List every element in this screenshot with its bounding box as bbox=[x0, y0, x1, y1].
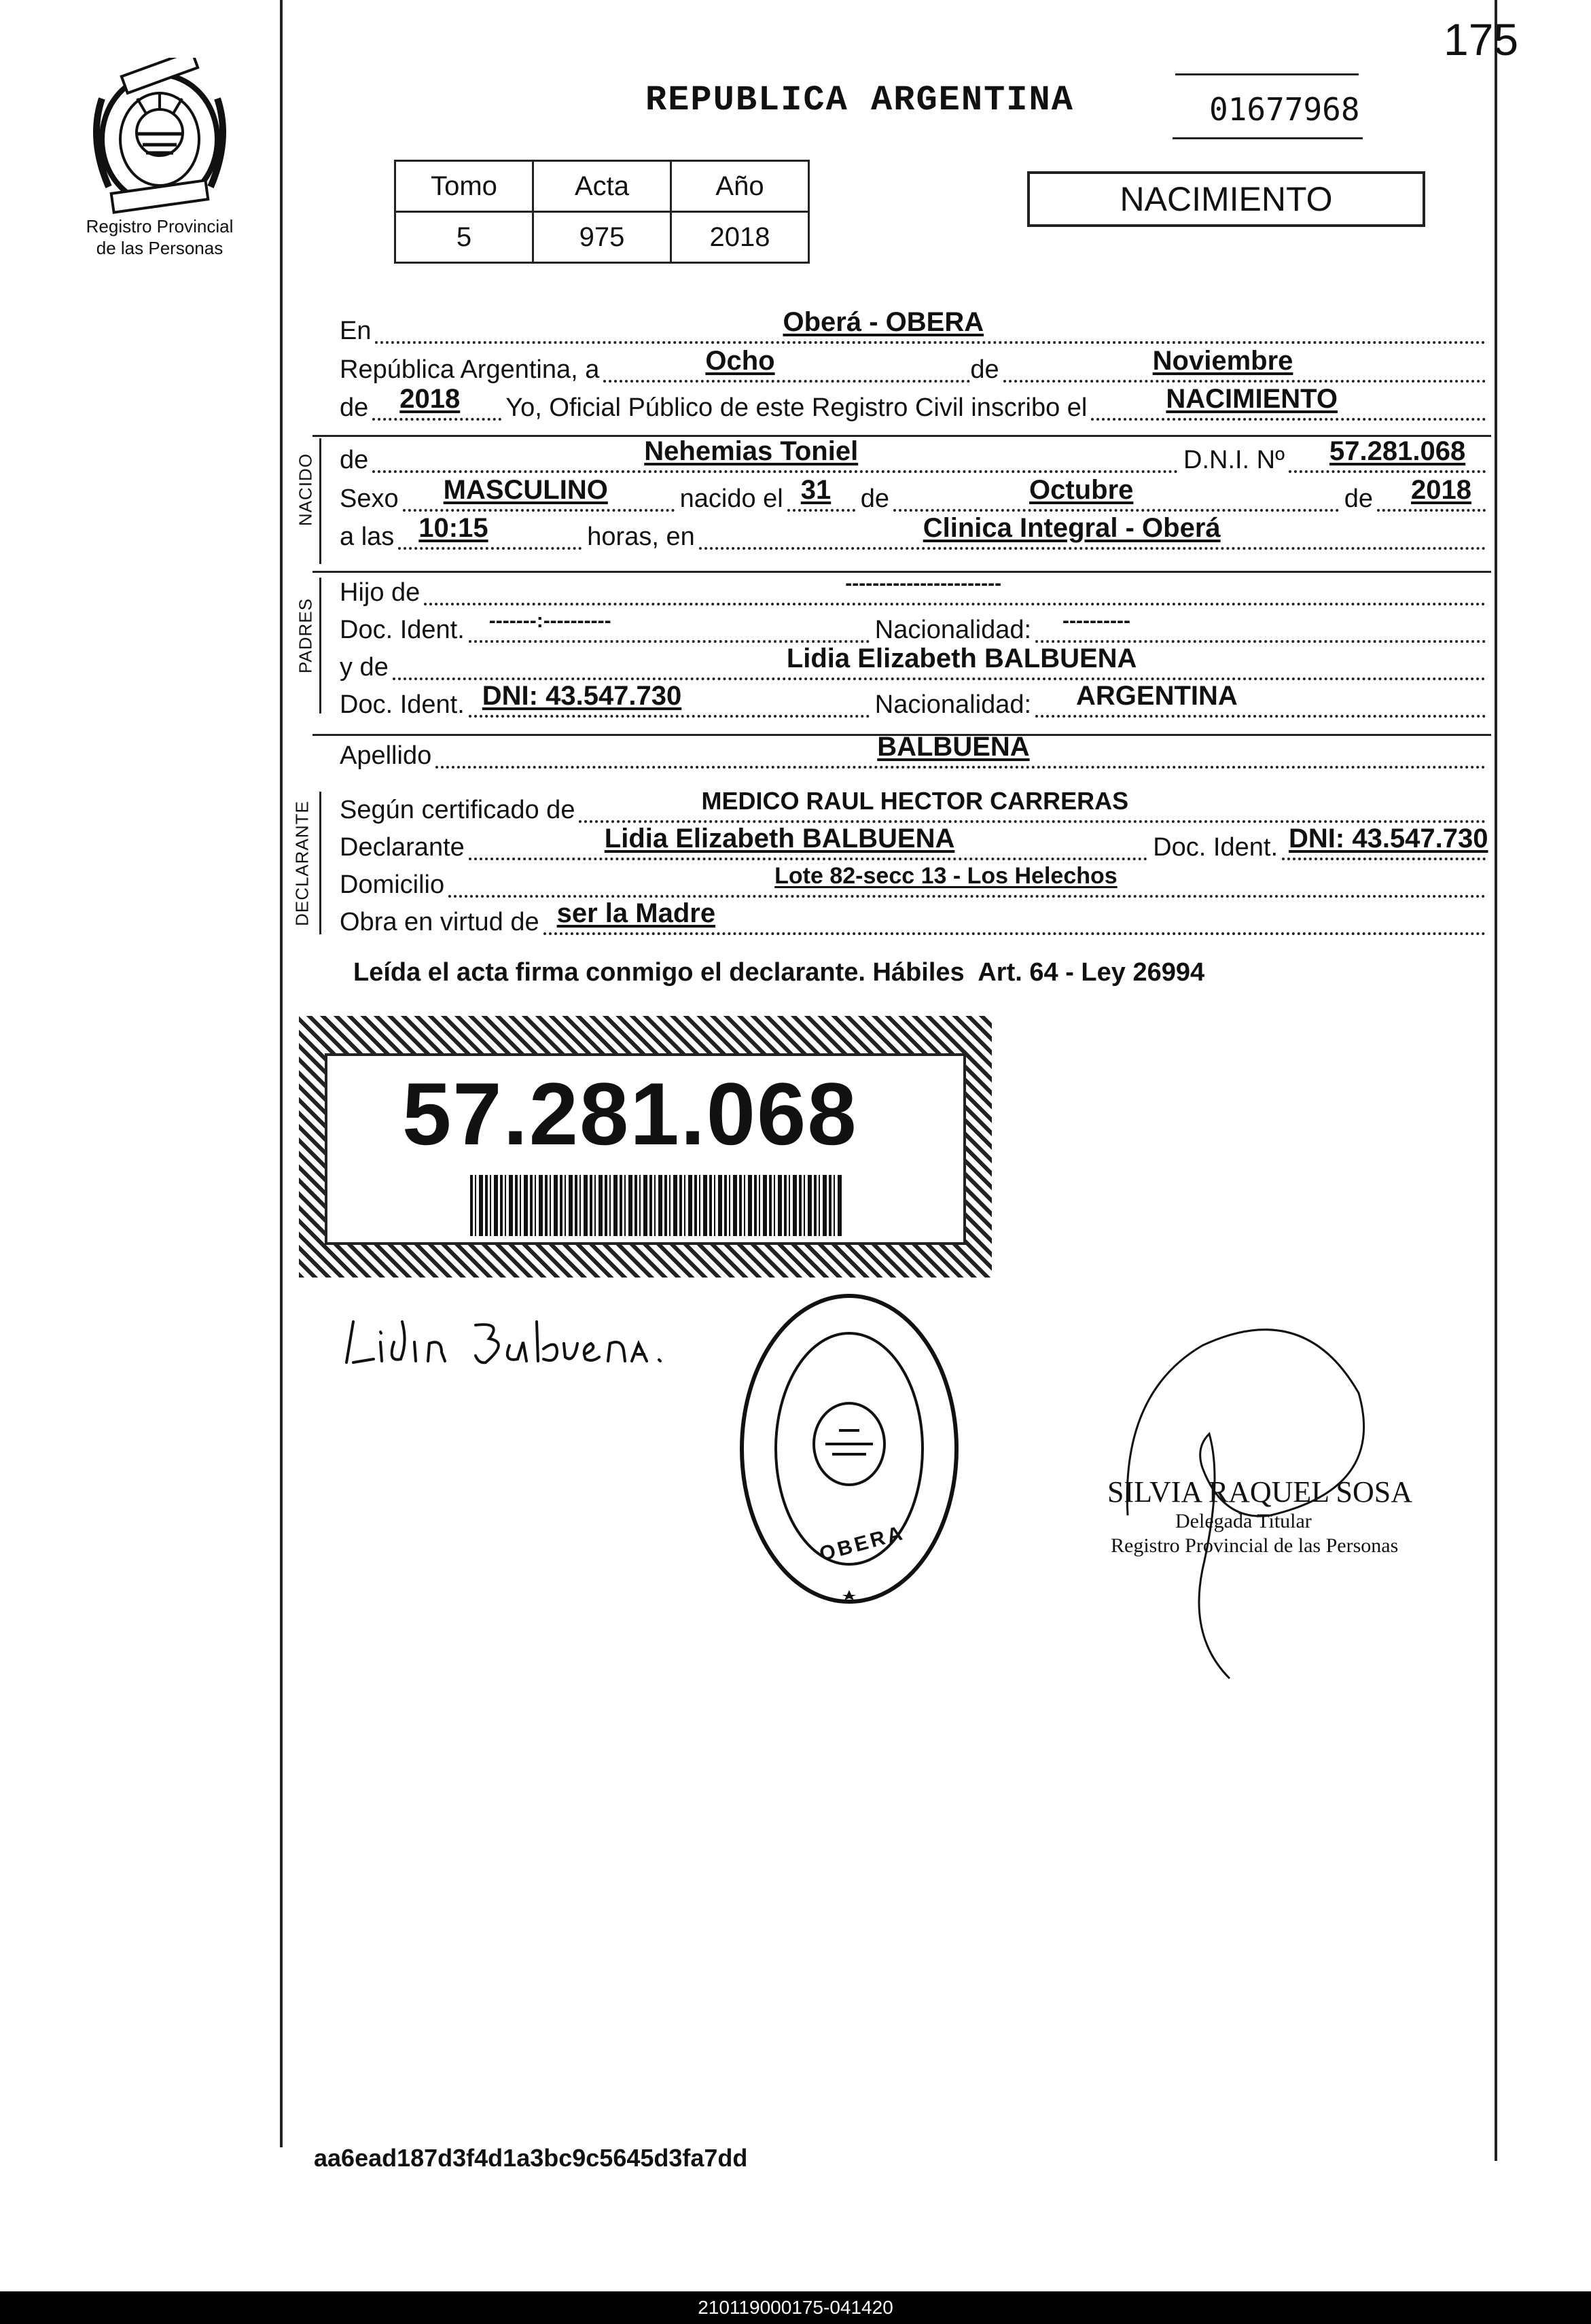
seal-bottom-text: OBERA bbox=[817, 1521, 908, 1566]
label-dni: D.N.I. Nº bbox=[1183, 446, 1285, 474]
value-father-doc: -------:---------- bbox=[488, 610, 611, 632]
value-hour: 10:15 bbox=[418, 513, 488, 543]
label-segun: Según certificado de bbox=[340, 796, 575, 824]
label-a-las: a las bbox=[340, 523, 395, 551]
label-de-3: de bbox=[340, 446, 369, 474]
side-rule-padres bbox=[319, 578, 321, 714]
footer-code: 210119000175-041420 bbox=[698, 2297, 893, 2318]
row-hora bbox=[340, 515, 1486, 556]
misiones-crest-icon bbox=[82, 58, 238, 214]
table-value-tomo: 5 bbox=[395, 212, 533, 263]
value-year: 2018 bbox=[399, 384, 461, 414]
serial-number bbox=[1168, 68, 1365, 143]
label-domicilio: Domicilio bbox=[340, 870, 445, 899]
closing-statement: Leída el acta firma conmigo el declarante. Hábiles Art. 64 - Ley 26994 bbox=[353, 958, 1205, 987]
side-rule-declarante bbox=[319, 792, 321, 934]
serial-text: 01677968 bbox=[1209, 91, 1360, 128]
value-mother: Lidia Elizabeth BALBUENA bbox=[786, 644, 1137, 673]
side-label-declarante: DECLARANTE bbox=[291, 800, 312, 926]
value-birth-day: 31 bbox=[800, 475, 832, 505]
label-de-5: de bbox=[1344, 485, 1373, 513]
document-hash: aa6ead187d3f4d1a3bc9c5645d3fa7dd bbox=[314, 2144, 748, 2172]
value-declarante-doc: DNI: 43.547.730 bbox=[1289, 824, 1488, 853]
label-de-1: de bbox=[970, 355, 999, 384]
label-apellido: Apellido bbox=[340, 741, 432, 770]
label-obra: Obra en virtud de bbox=[340, 908, 539, 936]
registry-name-line1: Registro Provincial bbox=[86, 216, 234, 236]
record-type-box: NACIMIENTO bbox=[1027, 171, 1425, 227]
registry-seal-icon bbox=[737, 1291, 961, 1607]
value-day: Ocho bbox=[705, 346, 775, 376]
value-mother-doc: DNI: 43.547.730 bbox=[482, 681, 682, 711]
label-y-de: y de bbox=[340, 653, 389, 682]
value-birth-place: Clinica Integral - Oberá bbox=[923, 513, 1221, 543]
country-title: REPUBLICA ARGENTINA bbox=[645, 80, 1074, 120]
value-declarante: Lidia Elizabeth BALBUENA bbox=[604, 824, 955, 853]
value-father-nationality: ---------- bbox=[1062, 610, 1130, 632]
official-signature bbox=[1101, 1311, 1413, 1692]
official-role: Delegada Titular bbox=[1175, 1510, 1312, 1532]
registry-name-line2: de las Personas bbox=[96, 238, 224, 258]
row-yo bbox=[340, 386, 1486, 427]
value-month: Noviembre bbox=[1152, 346, 1293, 376]
official-name: SILVIA RAQUEL SOSA bbox=[1107, 1475, 1413, 1509]
side-label-padres: PADRES bbox=[295, 598, 316, 673]
official-seal bbox=[737, 1291, 961, 1607]
label-horas-en: horas, en bbox=[587, 523, 695, 551]
table-header-ano: Año bbox=[671, 161, 809, 212]
value-certificate: MEDICO RAUL HECTOR CARRERAS bbox=[701, 787, 1129, 815]
table-header-tomo: Tomo bbox=[395, 161, 533, 212]
label-doc-ident-1: Doc. Ident. bbox=[340, 616, 465, 644]
value-obra: ser la Madre bbox=[556, 898, 716, 928]
record-table bbox=[394, 160, 810, 264]
table-value-acta: 975 bbox=[533, 212, 671, 263]
value-dni: 57.281.068 bbox=[1329, 436, 1466, 466]
id-sticker bbox=[299, 1016, 992, 1278]
label-republica: República Argentina, a bbox=[340, 355, 600, 384]
label-en: En bbox=[340, 317, 372, 345]
side-label-nacido: NACIDO bbox=[295, 453, 316, 527]
value-father: ----------------------- bbox=[845, 572, 1002, 595]
value-inscribo: NACIMIENTO bbox=[1166, 384, 1338, 414]
row-apellido bbox=[340, 734, 1486, 775]
label-declarante: Declarante bbox=[340, 833, 465, 862]
label-sexo: Sexo bbox=[340, 485, 399, 513]
label-doc-ident-2: Doc. Ident. bbox=[340, 690, 465, 719]
label-nacionalidad-2: Nacionalidad: bbox=[874, 690, 1032, 719]
footer-bar bbox=[0, 2291, 1591, 2324]
label-nacionalidad-1: Nacionalidad: bbox=[874, 616, 1032, 644]
official-office: Registro Provincial de las Personas bbox=[1111, 1534, 1399, 1557]
value-apellido: BALBUENA bbox=[877, 732, 1030, 762]
label-doc-ident-3: Doc. Ident. bbox=[1153, 833, 1278, 862]
value-birth-month: Octubre bbox=[1029, 475, 1134, 505]
left-margin-line bbox=[280, 0, 283, 2147]
value-birth-year: 2018 bbox=[1411, 475, 1471, 505]
page-number: 175 bbox=[1444, 14, 1519, 65]
label-yo: Yo, Oficial Público de este Registro Civil inscribo el bbox=[505, 393, 1088, 422]
province-logo bbox=[82, 58, 238, 214]
right-margin-line bbox=[1495, 0, 1497, 2161]
sticker-number: 57.281.068 bbox=[402, 1064, 858, 1163]
label-de-2: de bbox=[340, 393, 369, 422]
row-obra bbox=[340, 900, 1486, 941]
value-domicilio: Lote 82-secc 13 - Los Helechos bbox=[774, 863, 1118, 889]
label-nacido-el: nacido el bbox=[679, 485, 783, 513]
value-mother-nationality: ARGENTINA bbox=[1076, 681, 1238, 711]
table-header-acta: Acta bbox=[533, 161, 671, 212]
side-rule-nacido bbox=[319, 438, 321, 564]
row-doc-mother bbox=[340, 683, 1486, 724]
value-sexo: MASCULINO bbox=[443, 475, 608, 505]
sticker-barcode bbox=[470, 1175, 844, 1236]
value-location: Oberá - OBERA bbox=[783, 307, 984, 337]
declarant-signature bbox=[340, 1301, 693, 1376]
value-name: Nehemias Toniel bbox=[644, 436, 859, 466]
label-hijo-de: Hijo de bbox=[340, 578, 421, 607]
label-de-4: de bbox=[860, 485, 890, 513]
table-value-ano: 2018 bbox=[671, 212, 809, 263]
